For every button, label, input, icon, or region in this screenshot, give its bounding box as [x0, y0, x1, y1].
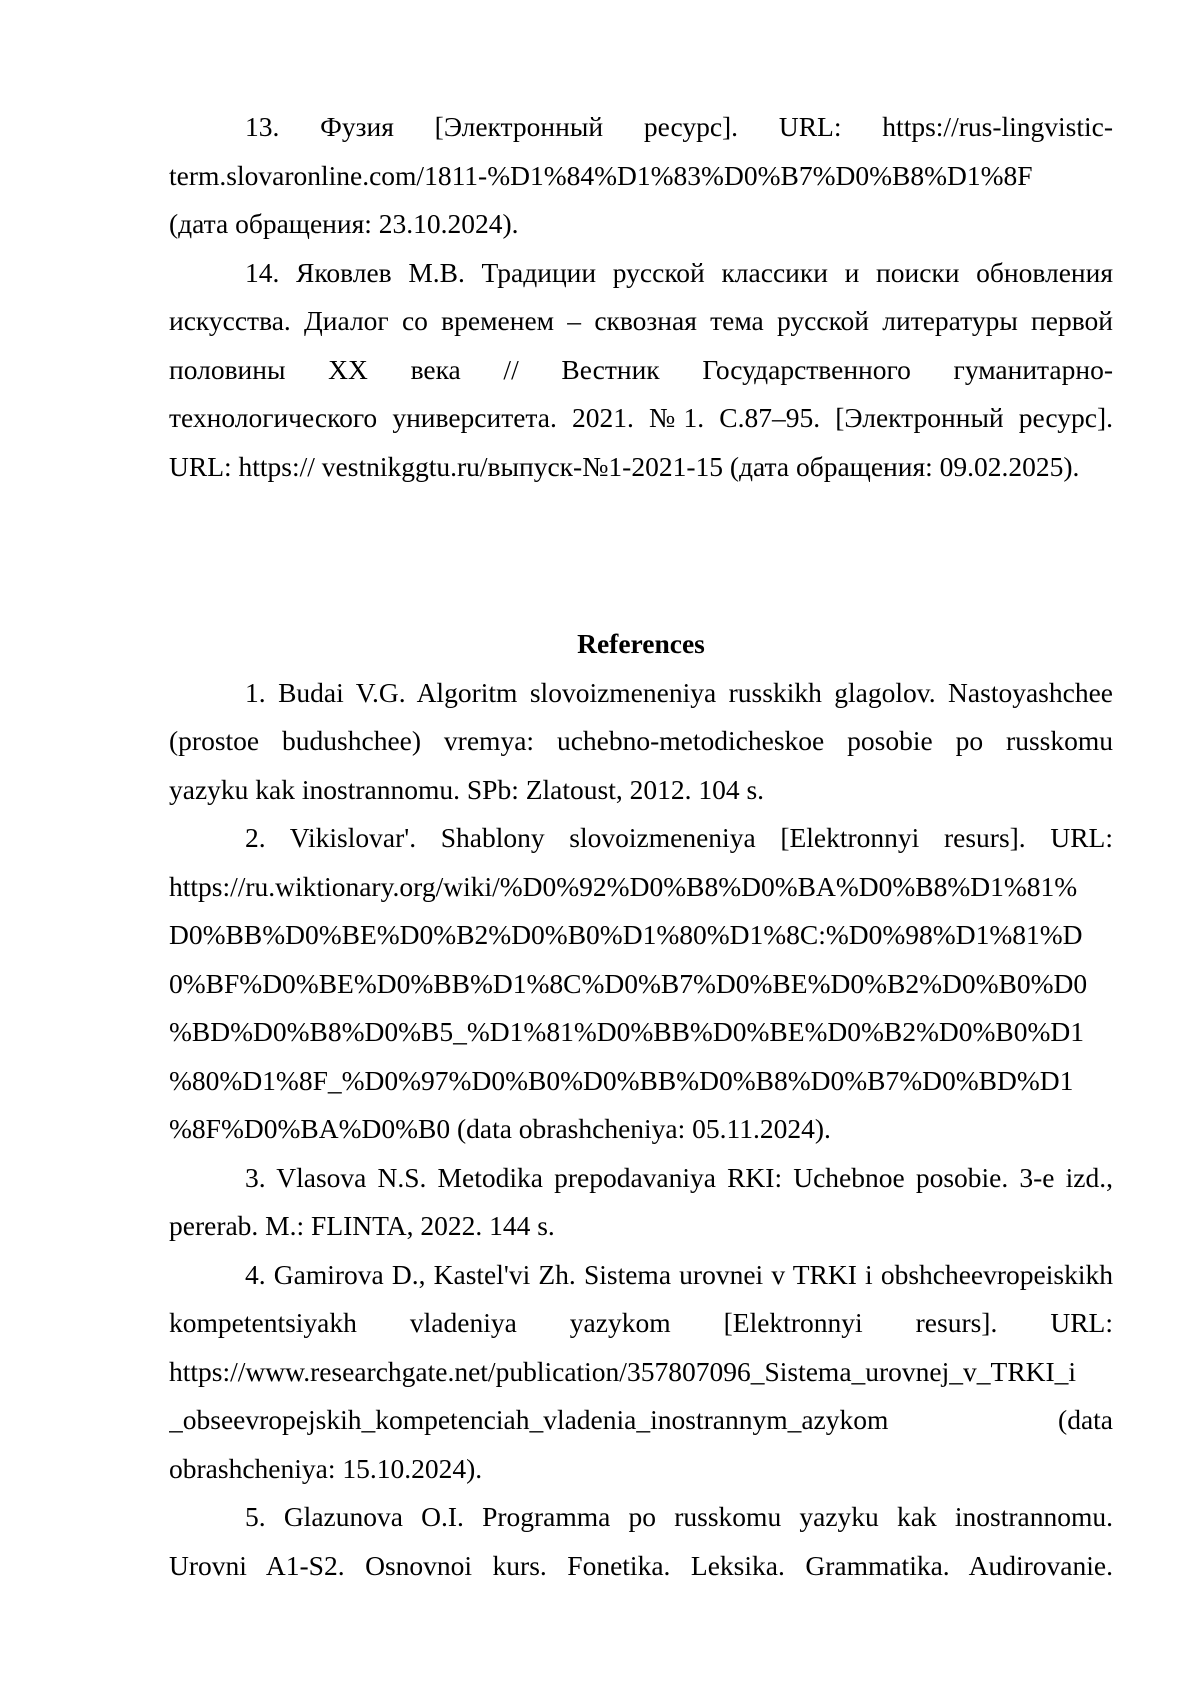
text-line: 1. Budai V.G. Algoritm slovoizmeneniya russkikh glagolov. Nastoyashchee: [245, 676, 1113, 708]
reference-item-4: [169, 1251, 1113, 1494]
text-line: (prostoe budushchee) vremya: uchebno-metodicheskoe posobie po russkomu: [169, 725, 1113, 756]
text-line: %BD%D0%B8%D0%B5_%D1%81%D0%BB%D0%BE%D0%B2%D0%B0%D1: [169, 1016, 1085, 1047]
reference-item-2: [169, 814, 1113, 1154]
text-line: 2. Vikislovar'. Shablony slovoizmeneniya [Elektronnyi resurs]. URL:: [245, 822, 1113, 853]
reference-item-14: [169, 249, 1113, 492]
text-line: yazyku kak inostrannomu. SPb: Zlatoust, 2012. 104 s.: [169, 773, 765, 805]
text-line: URL: https:// vestnikggtu.ru/выпуск-№1-2021-15 (дата обращения: 09.02.2025).: [169, 450, 1080, 482]
text-line: kompetentsiyakh vladeniya yazykom [Elektronnyi resurs]. URL:: [169, 1307, 1113, 1338]
references-heading: References: [577, 628, 705, 659]
text-line: %8F%D0%BA%D0%B0 (data obrashcheniya: 05.11.2024).: [169, 1113, 831, 1144]
text-line: term.slovaronline.com/1811-%D1%84%D1%83%D0%B7%D0%B8%D1%8F: [169, 159, 1033, 191]
text-line: искусства. Диалог со временем – сквозная тема русской литературы первой: [169, 305, 1113, 336]
reference-item-13: [169, 103, 1113, 249]
text-line: https://www.researchgate.net/publication/357807096_Sistema_urovnej_v_TRKI_i: [169, 1355, 1077, 1387]
text-line: %80%D1%8F_%D0%97%D0%B0%D0%BB%D0%B8%D0%B7%D0%BD%D1: [169, 1064, 1074, 1096]
text-line: Urovni A1-S2. Osnovnoi kurs. Fonetika. Leksika. Grammatika. Audirovanie.: [169, 1549, 1113, 1581]
text-line: 5. Glazunova O.I. Programma po russkomu yazyku kak inostrannomu.: [245, 1501, 1113, 1532]
text-line: pererab. M.: FLINTA, 2022. 144 s.: [169, 1210, 555, 1241]
text-line: D0%BB%D0%BE%D0%B2%D0%B0%D1%80%D1%8C:%D0%98%D1%81%D: [169, 919, 1083, 950]
reference-item-1: [169, 669, 1113, 815]
text-line: (дата обращения: 23.10.2024).: [169, 208, 519, 239]
reference-item-3: [169, 1154, 1113, 1251]
text-line: 4. Gamirova D., Kastel'vi Zh. Sistema urovnei v TRKI i obshcheevropeiskikh: [245, 1258, 1113, 1290]
text-line: _obseevropejskih_kompetenciah_vladenia_inostrannym_azykom (data: [169, 1404, 1113, 1435]
text-line: 14. Яковлев М.В. Традиции русской классики и поиски обновления: [245, 256, 1113, 288]
text-line: половины XX века // Вестник Государственного гуманитарно-: [169, 353, 1113, 385]
text-line: 13. Фузия [Электронный ресурс]. URL: https://rus-lingvistic-: [245, 111, 1113, 142]
references-russian-section: [169, 103, 1113, 491]
text-line: https://ru.wiktionary.org/wiki/%D0%92%D0%B8%D0%BA%D0%B8%D1%81%: [169, 870, 1078, 902]
references-transliterated-section: [169, 669, 1113, 1591]
text-line: obrashcheniya: 15.10.2024).: [169, 1452, 483, 1484]
reference-item-5: [169, 1493, 1113, 1590]
text-line: 3. Vlasova N.S. Metodika prepodavaniya RKI: Uchebnoe posobie. 3-e izd.,: [245, 1161, 1113, 1193]
text-line: технологического университета. 2021. №1. С.87–95. [Электронный ресурс].: [169, 402, 1113, 433]
text-line: 0%BF%D0%BE%D0%BB%D1%8C%D0%B7%D0%BE%D0%B2%D0%B0%D0: [169, 967, 1088, 999]
